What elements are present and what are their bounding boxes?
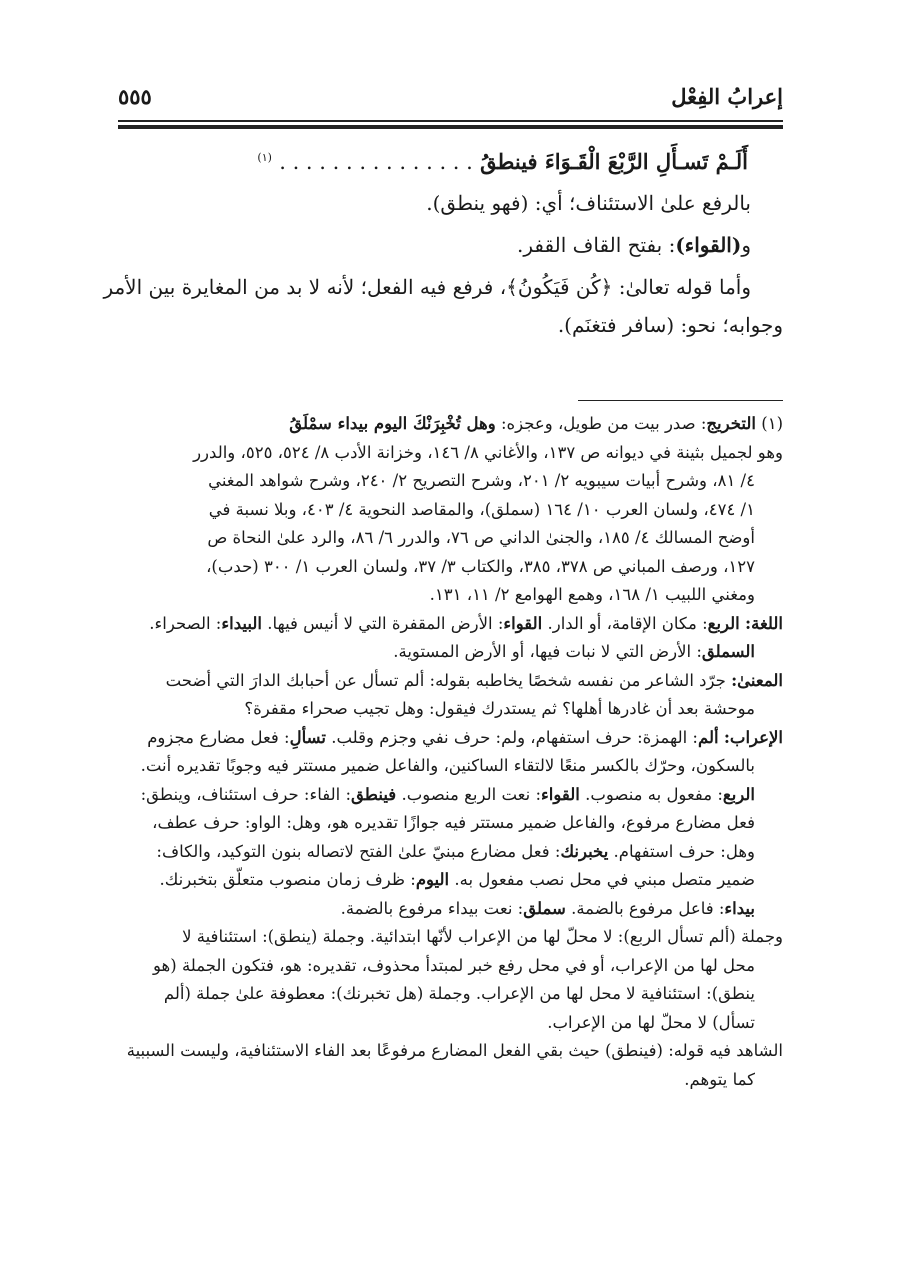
page-header: [118, 84, 783, 114]
irab-line-5: وهل: حرف استفهام. يخبرنك: فعل مضارع مبنيّ علىٰ الفتح لاتصاله بنون التوكيد، والكاف:: [156, 841, 755, 861]
irab-line-4: فعل مضارع مرفوع، والفاعل ضمير مستتر فيه جوازًا تقديره هو، وهل: الواو: حرف عطف،: [152, 813, 755, 832]
takhrij-line-5: أوضح المسالك ٤/ ١٨٥، والجنىٰ الداني ص ٧٦، والدرر ٦/ ٨٦، والرد علىٰ النحاة ص: [207, 528, 755, 547]
takhrij-line-4: ١/ ٤٧٤، ولسان العرب ١٠/ ١٦٤ (سملق)، والمقاصد النحوية ٤/ ٤٠٣، وبلا نسبة في: [208, 499, 755, 519]
paragraph-3-line-1: وأما قوله تعالىٰ: ﴿كُن فَيَكُونُ﴾، فرفع فيه الفعل؛ لأنه لا بد من المغايرة بين الأمر: [103, 275, 751, 299]
irab-line-6: ضمير متصل مبني في محل نصب مفعول به. اليوم: ظرف زمان منصوب متعلّق بتخبرنك.: [159, 870, 755, 889]
jumla-line-4: تسأل) لا محلّ لها من الإعراب.: [547, 1012, 755, 1032]
takhrij-line-1: (١) التخريج: صدر بيت من طويل، وعجزه: وهل تُخْبِرَنْكَ اليوم بيداء سمْلَقُ: [289, 414, 783, 433]
paragraph-2: و(القواء): بفتح القاف القفر.: [517, 233, 751, 257]
page-number: ٥٥٥: [118, 84, 152, 109]
shahid-line-1: الشاهد فيه قوله: (فينطق) حيث بقي الفعل المضارع مرفوعًا بعد الفاء الاستئنافية، وليست السببية: [126, 1041, 783, 1060]
paragraph-1: بالرفع علىٰ الاستئناف؛ أي: (فهو ينطق).: [426, 191, 751, 215]
takhrij-line-7: ومغني اللبيب ١/ ١٦٨، وهمع الهوامع ٢/ ١١، ١٣١.: [429, 585, 755, 604]
shahid-line-2: كما يتوهم.: [684, 1069, 755, 1089]
footnote-separator: [578, 400, 783, 401]
takhrij-label: التخريج: [706, 414, 756, 433]
term-qawa: (القواء): [675, 233, 742, 257]
jumla-line-1: وجملة (ألم تسأل الربع): لا محلّ لها من الإعراب لأنّها ابتدائية. وجملة (ينطق): استئنافية لا: [182, 927, 783, 946]
footnote-ref[interactable]: (١): [257, 151, 272, 164]
chapter-title: إعرابُ الفِعْل: [671, 84, 783, 109]
jumla-line-2: محل لها من الإعراب، أو في محل رفع خبر لمبتدأ محذوف، تقديره: هو، فتكون الجملة (هو: [153, 955, 755, 975]
paragraph-3-line-2: وجوابه؛ نحو: (سافر فتغنَم).: [557, 313, 783, 337]
header-rule-thick: [118, 125, 783, 129]
jumla-line-3: ينطق): استئنافية لا محل لها من الإعراب. وجملة (هل تخبرنك): معطوفة علىٰ جملة (ألم: [163, 984, 755, 1003]
takhrij-line-2: وهو لجميل بثينة في ديوانه ص ١٣٧، والأغاني ٨/ ١٤٦، وخزانة الأدب ٨/ ٥٢٤، ٥٢٥، والدرر: [193, 442, 783, 462]
lugha-line-1: اللغة: الربع: مكان الإقامة، أو الدار. القواء: الأرض المقفرة التي لا أنيس فيها. البيداء: الصحراء.: [149, 613, 783, 633]
verse-dots: . . . . . . . . . . . . . . .: [279, 150, 473, 174]
footnote: [118, 410, 783, 1094]
main-text: [103, 140, 783, 344]
header-rule-thin: [118, 120, 783, 122]
mana-line-1: المعنىٰ: جرّد الشاعر من نفسه شخصًا يخاطبه بقوله: ألم تسأل عن أحبابك الدارَ التي أضحت: [165, 670, 783, 690]
verse-text: أَلَـمْ تَسـأَلِ الرَّبْعَ الْقَـوَاءَ فينطقُ: [480, 149, 748, 174]
verse-second-half: وهل تُخْبِرَنْكَ اليوم بيداء سمْلَقُ: [289, 414, 496, 433]
mana-line-2: موحشة بعد أن غادرها أهلها؟ ثم يستدرك فيقول: وهل تجيب صحراء مقفرة؟: [244, 699, 755, 718]
takhrij-line-3: ٤/ ٨١، وشرح أبيات سيبويه ٢/ ٢٠١، وشرح التصريح ٢/ ٢٤٠، وشرح شواهد المغني: [208, 471, 755, 490]
irab-line-1: الإعراب: ألم: الهمزة: حرف استفهام، ولم: حرف نفي وجزم وقلب. تسألِ: فعل مضارع مجزوم: [147, 727, 783, 747]
irab-line-7: بيداء: فاعل مرفوع بالضمة. سملق: نعت بيداء مرفوع بالضمة.: [340, 898, 755, 918]
lugha-line-2: السملق: الأرض التي لا نبات فيها، أو الأرض المستوية.: [393, 642, 755, 661]
takhrij-line-6: ١٢٧، ورصف المباني ص ٣٧٨، ٣٨٥، والكتاب ٣/ ٣٧، ولسان العرب ١/ ٣٠٠ (حدب)،: [206, 556, 755, 576]
poetry-verse: [118, 140, 783, 180]
irab-line-2: بالسكون، وحرّك بالكسر منعًا لالتقاء الساكنين، والفاعل ضمير مستتر فيه وجوبًا تقديره أنت.: [140, 756, 755, 775]
irab-line-3: الربع: مفعول به منصوب. القواء: نعت الربع منصوب. فينطق: الفاء: حرف استئناف، وينطق:: [140, 784, 755, 804]
